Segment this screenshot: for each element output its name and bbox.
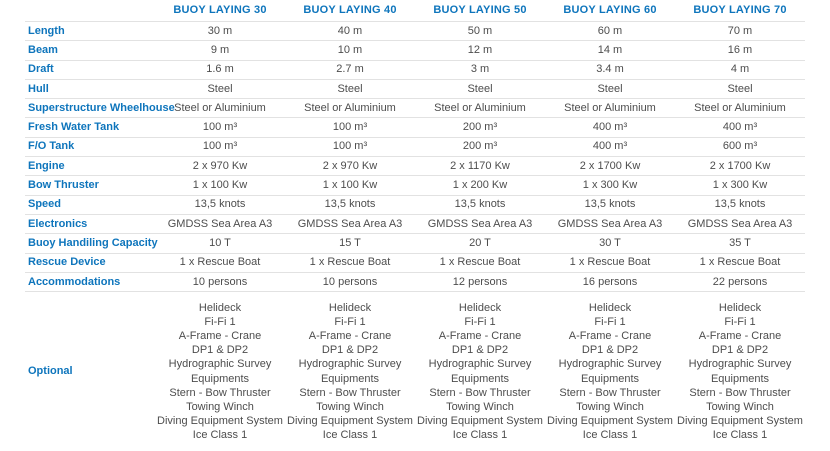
spec-value-cell: 1 x 200 Kw <box>452 179 508 192</box>
table-row <box>25 79 805 98</box>
spec-value-cell: 10 T <box>209 236 231 249</box>
optional-item: Equipments <box>450 372 510 385</box>
spec-value-cell: 40 m <box>337 24 363 37</box>
spec-value-cell: 50 m <box>467 24 493 37</box>
row-label: Speed <box>28 198 62 211</box>
optional-item: Fi-Fi 1 <box>464 315 496 328</box>
optional-item: Stern - Bow Thruster <box>689 386 791 399</box>
spec-value-cell: 12 persons <box>452 275 508 288</box>
table-row <box>25 156 805 175</box>
optional-item: Ice Class 1 <box>192 429 248 442</box>
optional-item: Equipments <box>580 372 640 385</box>
optional-item: Fi-Fi 1 <box>594 315 626 328</box>
optional-item: Equipments <box>710 372 770 385</box>
spec-value-cell: GMDSS Sea Area A3 <box>557 217 663 230</box>
spec-value-cell: Steel or Aluminium <box>304 101 396 114</box>
optional-item: DP1 & DP2 <box>191 344 249 357</box>
spec-value-cell <box>415 301 545 443</box>
row-label: Rescue Device <box>28 256 106 269</box>
spec-value-cell: 15 T <box>339 236 361 249</box>
table-header-row <box>25 0 805 21</box>
optional-item: Fi-Fi 1 <box>334 315 366 328</box>
table-row <box>25 21 805 40</box>
spec-value-cell: 4 m <box>730 63 750 76</box>
optional-item: Stern - Bow Thruster <box>559 386 661 399</box>
optional-item: Towing Winch <box>186 400 254 413</box>
table-row <box>25 253 805 272</box>
spec-value-cell: 1 x 100 Kw <box>192 179 248 192</box>
spec-value-cell: 13,5 knots <box>324 198 376 211</box>
table-row <box>25 214 805 233</box>
table-row <box>25 98 805 117</box>
spec-value-cell: 1 x 300 Kw <box>712 179 768 192</box>
spec-value-cell: 200 m³ <box>462 121 498 134</box>
optional-item: Helideck <box>198 301 242 314</box>
spec-value-cell: 3 m <box>470 63 490 76</box>
optional-item: Ice Class 1 <box>582 429 638 442</box>
spec-value-cell: 60 m <box>597 24 623 37</box>
optional-item: A-Frame - Crane <box>568 329 652 342</box>
column-header: BUOY LAYING 30 <box>173 4 267 16</box>
spec-value-cell: 200 m³ <box>462 140 498 153</box>
spec-value-cell: 70 m <box>727 24 753 37</box>
spec-value-cell: 10 m <box>337 43 363 56</box>
spec-value-cell: 2 x 1700 Kw <box>579 159 641 172</box>
optional-item: DP1 & DP2 <box>321 344 379 357</box>
row-label: Buoy Handiling Capacity <box>28 236 158 249</box>
spec-value-cell: GMDSS Sea Area A3 <box>427 217 533 230</box>
optional-item: Fi-Fi 1 <box>724 315 756 328</box>
optional-item: A-Frame - Crane <box>178 329 262 342</box>
table-row <box>25 60 805 79</box>
optional-item: Helideck <box>718 301 762 314</box>
spec-value-cell <box>155 301 285 443</box>
optional-item: Towing Winch <box>576 400 644 413</box>
spec-value-cell: 100 m³ <box>202 140 238 153</box>
spec-value-cell: 1 x 100 Kw <box>322 179 378 192</box>
optional-item: Diving Equipment System <box>287 415 413 428</box>
optional-item: Equipments <box>190 372 250 385</box>
optional-item: DP1 & DP2 <box>711 344 769 357</box>
spec-value-cell: 13,5 knots <box>194 198 246 211</box>
spec-value-cell: 600 m³ <box>722 140 758 153</box>
column-header: BUOY LAYING 50 <box>433 4 527 16</box>
optional-item: Hydrographic Survey <box>168 358 272 371</box>
spec-value-cell: Steel <box>727 82 753 95</box>
spec-value-cell: 16 persons <box>582 275 638 288</box>
spec-value-cell: 3.4 m <box>596 63 624 76</box>
spec-value-cell: 20 T <box>469 236 491 249</box>
column-header: BUOY LAYING 40 <box>303 4 397 16</box>
row-label: Draft <box>28 63 54 76</box>
spec-value-cell: Steel <box>207 82 233 95</box>
spec-value-cell: 10 persons <box>322 275 378 288</box>
spec-value-cell: 2 x 1700 Kw <box>709 159 771 172</box>
row-label: Hull <box>28 82 49 95</box>
optional-item: Diving Equipment System <box>677 415 803 428</box>
row-label: Fresh Water Tank <box>28 121 120 134</box>
spec-value-cell: 100 m³ <box>202 121 238 134</box>
optional-item: Helideck <box>328 301 372 314</box>
optional-item: Towing Winch <box>446 400 514 413</box>
spec-value-cell: 14 m <box>597 43 623 56</box>
spec-value-cell: Steel or Aluminium <box>174 101 266 114</box>
spec-value-cell: 13,5 knots <box>714 198 766 211</box>
row-label: F/O Tank <box>28 140 75 153</box>
spec-value-cell <box>545 301 675 443</box>
spec-value-cell <box>285 301 415 443</box>
spec-value-cell: 30 m <box>207 24 233 37</box>
spec-value-cell: 35 T <box>729 236 751 249</box>
optional-item: A-Frame - Crane <box>308 329 392 342</box>
optional-item: Helideck <box>588 301 632 314</box>
spec-value-cell <box>675 301 805 443</box>
table-row <box>25 195 805 214</box>
spec-value-cell: 100 m³ <box>332 140 368 153</box>
optional-item: Diving Equipment System <box>547 415 673 428</box>
column-header: BUOY LAYING 70 <box>693 4 787 16</box>
row-label: Beam <box>28 43 58 56</box>
spec-value-cell: Steel <box>467 82 493 95</box>
spec-value-cell: 1.6 m <box>206 63 234 76</box>
spec-value-cell: 13,5 knots <box>584 198 636 211</box>
spec-value-cell: 10 persons <box>192 275 248 288</box>
spec-value-cell: Steel or Aluminium <box>564 101 656 114</box>
spec-value-cell: 1 x Rescue Boat <box>309 256 391 269</box>
spec-value-cell: Steel or Aluminium <box>694 101 786 114</box>
spec-value-cell: 16 m <box>727 43 753 56</box>
spec-value-cell: GMDSS Sea Area A3 <box>167 217 273 230</box>
spec-value-cell: 100 m³ <box>332 121 368 134</box>
spec-value-cell: 2 x 1170 Kw <box>450 159 510 172</box>
column-header: BUOY LAYING 60 <box>563 4 657 16</box>
spec-value-cell: 2 x 970 Kw <box>322 159 378 172</box>
table-row <box>25 175 805 194</box>
row-label: Accommodations <box>28 275 121 288</box>
spec-value-cell: 1 x Rescue Boat <box>179 256 261 269</box>
optional-item: Ice Class 1 <box>452 429 508 442</box>
optional-item: Towing Winch <box>316 400 384 413</box>
row-label: Length <box>28 24 65 37</box>
spec-value-cell: Steel <box>597 82 623 95</box>
spec-value-cell: 1 x Rescue Boat <box>699 256 781 269</box>
row-label: Electronics <box>28 217 88 230</box>
spec-value-cell: Steel <box>337 82 363 95</box>
optional-item: Helideck <box>458 301 502 314</box>
spec-value-cell: 400 m³ <box>592 121 628 134</box>
table-row <box>25 137 805 156</box>
row-label: Bow Thruster <box>28 179 99 192</box>
optional-item: Diving Equipment System <box>157 415 283 428</box>
optional-item: Diving Equipment System <box>417 415 543 428</box>
optional-item: DP1 & DP2 <box>581 344 639 357</box>
optional-item: Ice Class 1 <box>322 429 378 442</box>
spec-value-cell: GMDSS Sea Area A3 <box>687 217 793 230</box>
optional-item: Fi-Fi 1 <box>204 315 236 328</box>
optional-item: DP1 & DP2 <box>451 344 509 357</box>
row-label: Superstructure Wheelhouse <box>28 101 175 114</box>
optional-item: Hydrographic Survey <box>688 358 792 371</box>
spec-value-cell: 30 T <box>599 236 621 249</box>
spec-value-cell: 13,5 knots <box>454 198 506 211</box>
spec-value-cell: 1 x 300 Kw <box>582 179 638 192</box>
optional-item: A-Frame - Crane <box>698 329 782 342</box>
optional-item: Hydrographic Survey <box>558 358 662 371</box>
spec-value-cell: 12 m <box>467 43 493 56</box>
optional-item: Hydrographic Survey <box>298 358 402 371</box>
optional-item: Equipments <box>320 372 380 385</box>
spec-value-cell: Steel or Aluminium <box>434 101 526 114</box>
table-row <box>25 233 805 252</box>
spec-value-cell: 400 m³ <box>592 140 628 153</box>
spec-value-cell: GMDSS Sea Area A3 <box>297 217 403 230</box>
table-row <box>25 272 805 291</box>
table-row <box>25 291 805 451</box>
optional-item: Stern - Bow Thruster <box>429 386 531 399</box>
optional-item: Hydrographic Survey <box>428 358 532 371</box>
spec-value-cell: 2 x 970 Kw <box>192 159 248 172</box>
optional-item: Stern - Bow Thruster <box>169 386 271 399</box>
spec-value-cell: 2.7 m <box>336 63 364 76</box>
row-label: Engine <box>28 159 65 172</box>
table-row <box>25 117 805 136</box>
table-row <box>25 40 805 59</box>
optional-item: A-Frame - Crane <box>438 329 522 342</box>
optional-item: Towing Winch <box>706 400 774 413</box>
spec-value-cell: 1 x Rescue Boat <box>569 256 651 269</box>
optional-item: Stern - Bow Thruster <box>299 386 401 399</box>
spec-value-cell: 1 x Rescue Boat <box>439 256 521 269</box>
row-label: Optional <box>28 365 73 378</box>
spec-value-cell: 22 persons <box>712 275 768 288</box>
spec-value-cell: 400 m³ <box>722 121 758 134</box>
optional-item: Ice Class 1 <box>712 429 768 442</box>
spec-value-cell: 9 m <box>210 43 230 56</box>
